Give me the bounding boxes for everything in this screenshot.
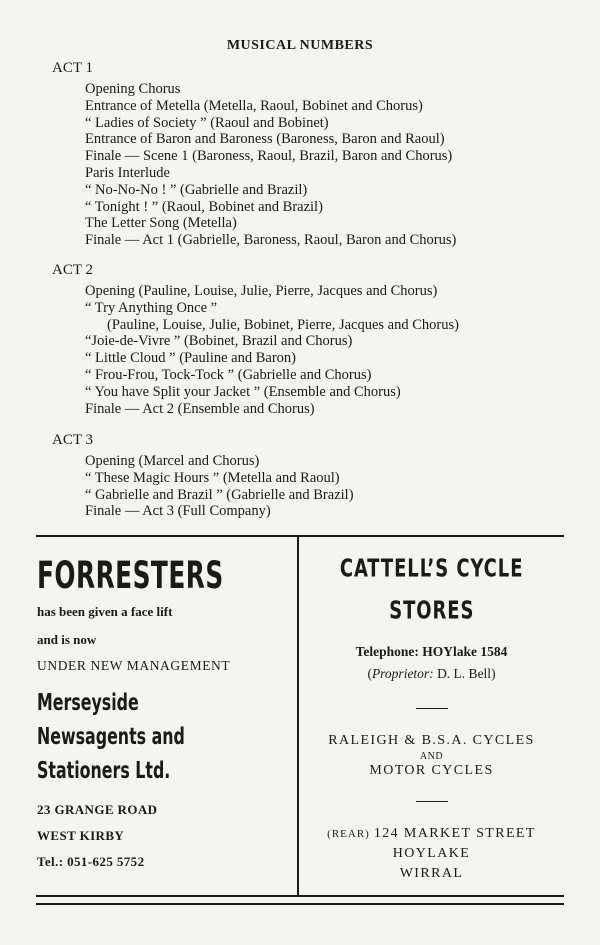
store-name: STORES [388, 595, 475, 625]
proprietor-line: (Proprietor: D. L. Bell) [367, 666, 496, 681]
forresters-ad [37, 548, 287, 870]
ad-line: has been given a face lift [37, 604, 173, 619]
song-list [85, 453, 354, 520]
cattells-ad [299, 548, 564, 882]
song-item: The Letter Song (Metella) [85, 215, 237, 232]
song-item-continuation: (Pauline, Louise, Julie, Bobinet, Pierre, Jacques and Chorus) [107, 316, 459, 333]
proprietor-label: Proprietor: [371, 666, 434, 681]
song-item: “ Tonight ! ” (Raoul, Bobinet and Brazil) [85, 198, 323, 215]
song-item: “ Little Cloud ” (Pauline and Baron) [85, 350, 297, 367]
ad-line: UNDER NEW MANAGEMENT [37, 658, 231, 673]
song-item: “ Ladies of Society ” (Raoul and Bobinet) [85, 114, 329, 131]
town-line: HOYLAKE [392, 846, 471, 861]
song-item: Opening (Marcel and Chorus) [85, 453, 260, 469]
product-line: MOTOR CYCLES [369, 763, 494, 778]
telephone-line: Telephone: HOYlake 1584 [355, 644, 508, 659]
act-2-section [52, 262, 459, 417]
rear-label: (REAR) [327, 828, 370, 840]
song-item: Finale — Act 1 (Gabrielle, Baroness, Raoul, Baron and Chorus) [85, 232, 457, 249]
act-1-section [52, 60, 456, 249]
ad-line: and is now [37, 632, 97, 647]
ad-top-rule [36, 535, 564, 537]
bottom-rule-1 [36, 895, 564, 897]
song-item: “Joie-de-Vivre ” (Bobinet, Brazil and Chorus) [85, 333, 353, 350]
company-name: Stationers Ltd. [37, 756, 171, 784]
short-divider [416, 708, 448, 709]
bottom-rule-2 [36, 903, 564, 905]
product-line: RALEIGH & B.S.A. CYCLES [328, 733, 535, 748]
short-divider [416, 801, 448, 802]
song-item: “ Try Anything Once ” [85, 299, 218, 316]
song-item: Finale — Act 3 (Full Company) [85, 503, 271, 520]
song-item: “ Gabrielle and Brazil ” (Gabrielle and Brazil) [85, 486, 354, 503]
song-list [85, 283, 459, 417]
song-item: Finale — Scene 1 (Baroness, Raoul, Brazil, Baron and Chorus) [85, 148, 453, 165]
act-heading: ACT 1 [52, 60, 93, 76]
forresters-name: FORRESTERS [37, 554, 224, 598]
company-name: Newsagents and [37, 722, 185, 750]
song-list [85, 81, 456, 249]
region-line: WIRRAL [399, 866, 464, 881]
song-item: “ These Magic Hours ” (Metella and Raoul) [85, 469, 340, 486]
act-heading: ACT 2 [52, 262, 93, 278]
address-line: WEST KIRBY [37, 828, 125, 843]
address-line: 23 GRANGE ROAD [37, 802, 158, 817]
song-item: Entrance of Metella (Metella, Raoul, Bobinet and Chorus) [85, 97, 423, 114]
song-item: Opening Chorus [85, 81, 181, 97]
street-line [299, 824, 564, 842]
proprietor-name: D. L. Bell [437, 666, 492, 681]
and-word: AND [419, 751, 444, 762]
act-3-section [52, 432, 354, 520]
song-item: Entrance of Baron and Baroness (Baroness, Baron and Raoul) [85, 131, 445, 148]
song-item: Opening (Pauline, Louise, Julie, Pierre, Jacques and Chorus) [85, 283, 438, 299]
page-title: MUSICAL NUMBERS [226, 38, 374, 53]
telephone-line: Tel.: 051-625 5752 [37, 854, 145, 869]
street-address: 124 MARKET STREET [373, 826, 536, 841]
song-item: “ No-No-No ! ” (Gabrielle and Brazil) [85, 181, 308, 198]
song-item: “ You have Split your Jacket ” (Ensemble and Chorus) [85, 383, 401, 400]
store-name: CATTELL’S CYCLE [339, 553, 524, 583]
act-heading: ACT 3 [52, 432, 93, 448]
company-name: Merseyside [37, 688, 139, 716]
song-item: Finale — Act 2 (Ensemble and Chorus) [85, 400, 315, 417]
song-item: “ Frou-Frou, Tock-Tock ” (Gabrielle and Chorus) [85, 366, 372, 383]
song-item: Paris Interlude [85, 164, 170, 181]
